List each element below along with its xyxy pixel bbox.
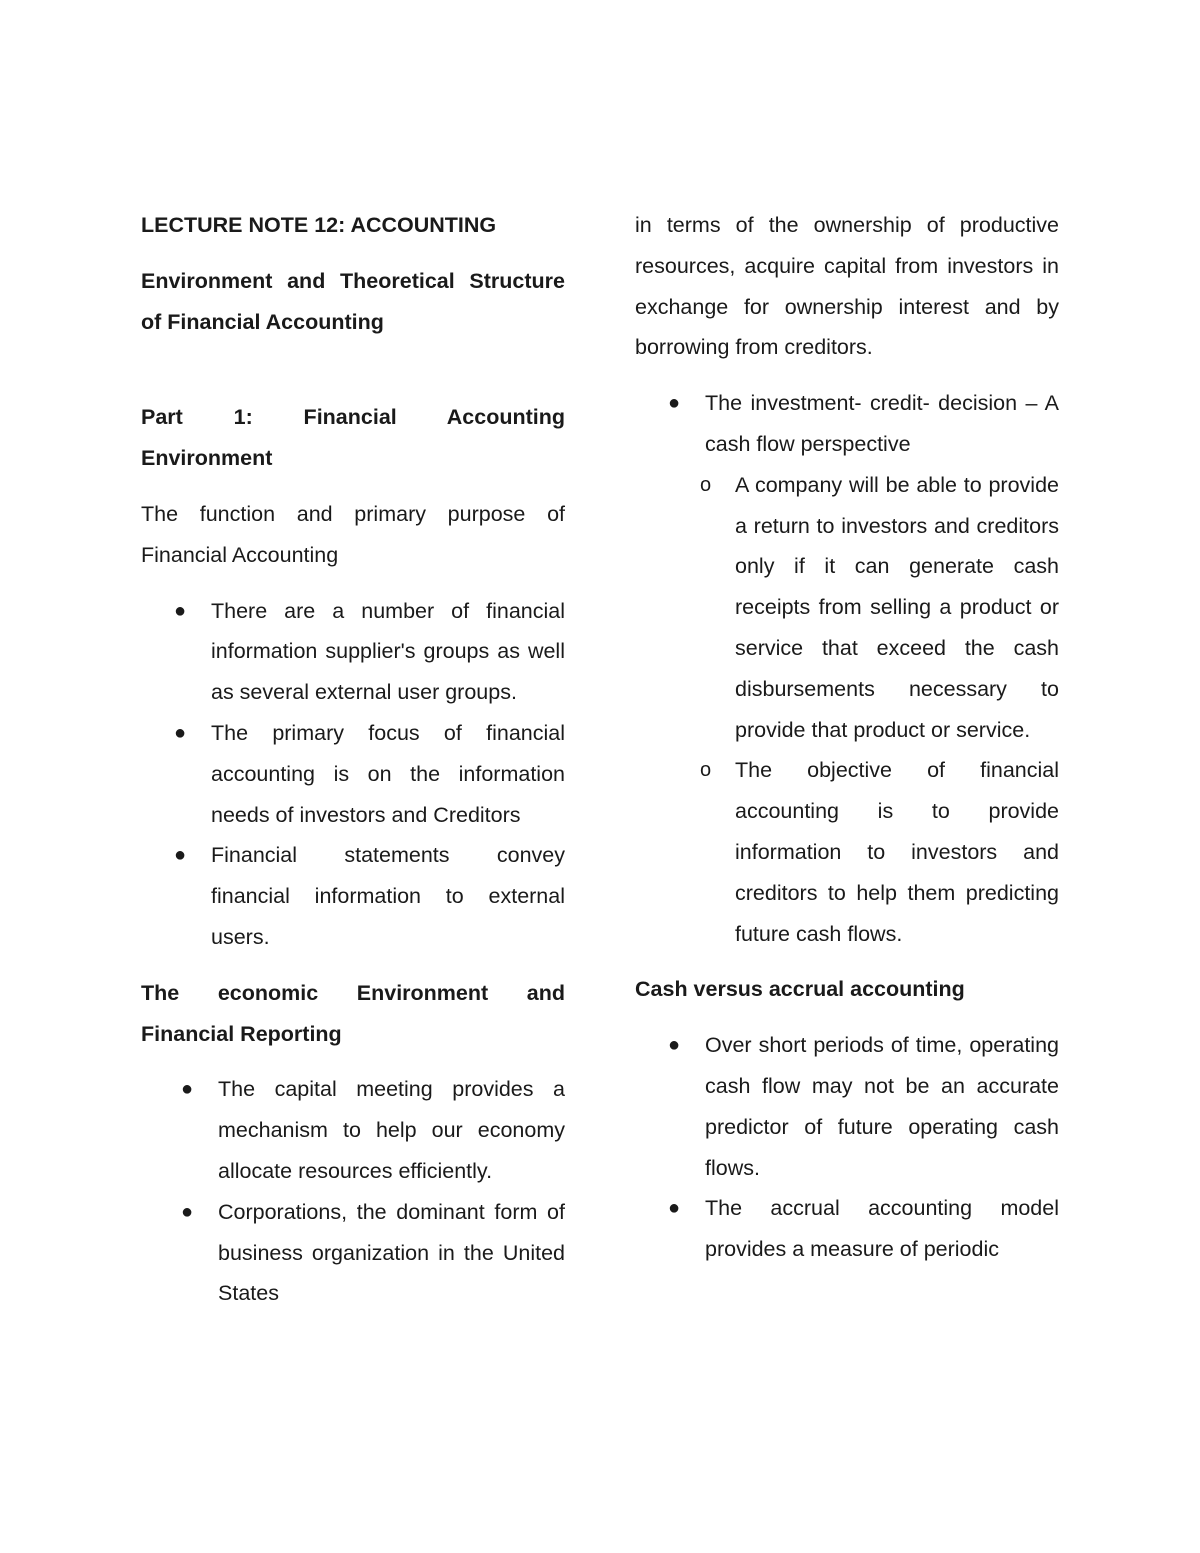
list-item-text: Corporations, the dominant form of business organization in the United States bbox=[218, 1199, 565, 1306]
list-item bbox=[141, 1069, 565, 1191]
bullet-icon: ● bbox=[668, 1197, 681, 1220]
list-item-text: The primary focus of financial accounting is on the information needs of investors and Creditors bbox=[211, 720, 565, 827]
list-item bbox=[141, 591, 565, 713]
bullet-icon: ● bbox=[174, 599, 187, 622]
sub-list-item bbox=[700, 465, 1059, 751]
bullet-list-3 bbox=[635, 1025, 1059, 1270]
list-item-text: Financial statements convey financial information to external users. bbox=[211, 843, 565, 949]
bullet-icon: ● bbox=[174, 844, 187, 867]
right-column bbox=[635, 205, 1059, 1285]
subtitle: Environment and Theoretical Structure of Financial Accounting bbox=[141, 268, 565, 334]
lecture-title: LECTURE NOTE 12: ACCOUNTING bbox=[141, 213, 497, 237]
bullet-icon: ● bbox=[668, 1034, 681, 1057]
bullet-list-investment bbox=[635, 383, 1059, 954]
circle-bullet-icon: o bbox=[700, 473, 712, 496]
economic-heading: The economic Environment and Financial Reporting bbox=[141, 980, 565, 1046]
sub-list-item bbox=[700, 750, 1059, 954]
continuation-paragraph: in terms of the ownership of productive resources, acquire capital from investors in exchange for ownership interest and by borrowing from creditors. bbox=[635, 213, 1059, 360]
intro-paragraph: The function and primary purpose of Financial Accounting bbox=[141, 501, 565, 567]
list-item bbox=[635, 383, 1059, 954]
list-item-text: Over short periods of time, operating cash flow may not be an accurate predictor of future operating cash flows. bbox=[705, 1033, 1059, 1180]
list-item bbox=[635, 1025, 1059, 1188]
sub-list-item-text: The objective of financial accounting is to provide information to investors and creditors to help them predicting future cash flows. bbox=[735, 758, 1059, 946]
bullet-icon: ● bbox=[181, 1078, 194, 1101]
bullet-icon: ● bbox=[181, 1200, 194, 1223]
list-item bbox=[141, 713, 565, 835]
cash-heading: Cash versus accrual accounting bbox=[635, 977, 965, 1002]
list-item bbox=[141, 1192, 565, 1314]
list-item-text: The accrual accounting model provides a measure of periodic bbox=[705, 1196, 1059, 1262]
list-item-text: The capital meeting provides a mechanism to help our economy allocate resources efficiently. bbox=[218, 1077, 565, 1183]
sub-list-item-text: A company will be able to provide a return to investors and creditors only if it can generate cash receipts from selling a product or service that exceed the cash disbursements necessary to provide that product or service. bbox=[735, 472, 1059, 742]
list-item-text: There are a number of financial information supplier's groups as well as several external user groups. bbox=[211, 598, 565, 705]
bullet-icon: ● bbox=[668, 392, 681, 415]
list-item bbox=[635, 1188, 1059, 1270]
spacer bbox=[141, 357, 565, 397]
bullet-list-2 bbox=[141, 1069, 565, 1314]
list-item-text: The investment- credit- decision – A cash flow perspective bbox=[705, 391, 1059, 456]
bullet-list-1 bbox=[141, 591, 565, 958]
circle-bullet-icon: o bbox=[700, 759, 712, 782]
part1-heading: Part 1: Financial Accounting Environment bbox=[141, 405, 565, 471]
bullet-icon: ● bbox=[174, 721, 187, 744]
sub-bullet-list bbox=[700, 465, 1059, 955]
left-column bbox=[141, 205, 565, 1329]
list-item bbox=[141, 835, 565, 957]
